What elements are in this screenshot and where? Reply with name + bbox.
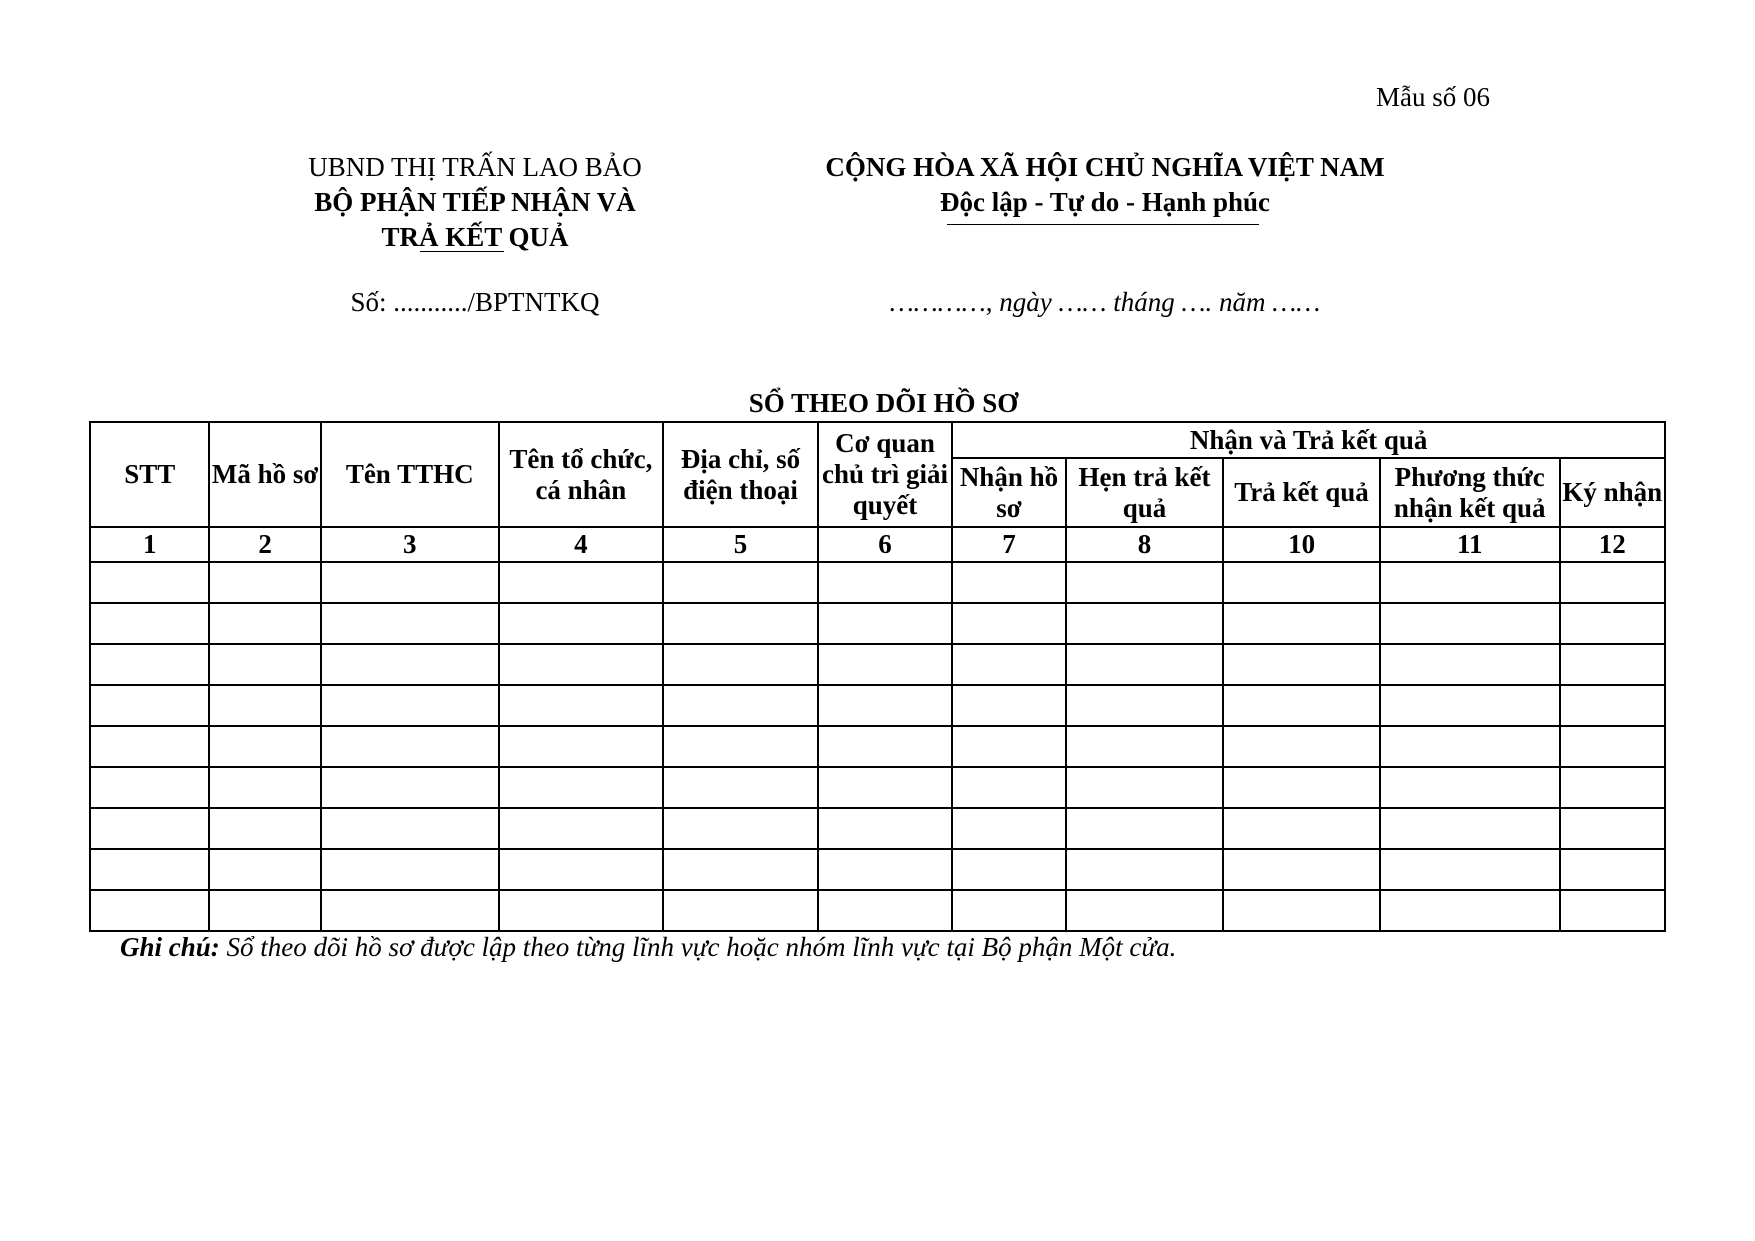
organization-name: UBND THỊ TRẤN LAO BẢO	[308, 152, 642, 182]
table-cell	[818, 890, 953, 931]
national-header	[760, 150, 1450, 220]
table-cell	[209, 603, 320, 644]
column-number: 8	[1066, 527, 1224, 562]
table-cell	[90, 849, 209, 890]
table-cell	[952, 644, 1065, 685]
header-ma-ho-so: Mã hồ sơ	[209, 422, 320, 527]
table-cell	[499, 562, 664, 603]
table-cell	[1223, 562, 1380, 603]
table-row	[90, 644, 1665, 685]
table-cell	[1560, 603, 1665, 644]
table-cell	[952, 603, 1065, 644]
column-number: 12	[1560, 527, 1665, 562]
table-cell	[90, 644, 209, 685]
table-cell	[1380, 644, 1560, 685]
department-name-line2: TRẢ KẾT QUẢ	[381, 222, 569, 252]
table-cell	[499, 808, 664, 849]
footnote	[120, 932, 1660, 963]
table-cell	[499, 644, 664, 685]
header-ky-nhan: Ký nhận	[1560, 458, 1665, 527]
nation-title: CỘNG HÒA XÃ HỘI CHỦ NGHĨA VIỆT NAM	[825, 152, 1385, 182]
table-cell	[663, 767, 818, 808]
table-cell	[90, 726, 209, 767]
table-cell	[818, 562, 953, 603]
header-dia-chi: Địa chỉ, số điện thoại	[663, 422, 818, 527]
table-cell	[321, 808, 499, 849]
table-cell	[663, 849, 818, 890]
table-cell	[952, 685, 1065, 726]
table-cell	[321, 603, 499, 644]
table-cell	[952, 849, 1065, 890]
table-cell	[952, 726, 1065, 767]
footnote-label: Ghi chú:	[120, 932, 220, 962]
table-cell	[663, 890, 818, 931]
table-cell	[663, 808, 818, 849]
table-cell	[499, 849, 664, 890]
table-cell	[90, 562, 209, 603]
table-cell	[1066, 890, 1224, 931]
header-phuong-thuc: Phương thức nhận kết quả	[1380, 458, 1560, 527]
table-cell	[321, 685, 499, 726]
table-cell	[1380, 603, 1560, 644]
table-cell	[1380, 562, 1560, 603]
table-cell	[1560, 849, 1665, 890]
column-number: 3	[321, 527, 499, 562]
table-title: SỔ THEO DÕI HỒ SƠ	[748, 388, 1019, 418]
form-number: Mẫu số 06	[1376, 82, 1490, 112]
column-number-row	[90, 527, 1665, 562]
table-row	[90, 685, 1665, 726]
table-row	[90, 603, 1665, 644]
department-name-line1: BỘ PHẬN TIẾP NHẬN VÀ	[314, 187, 636, 217]
table-cell	[90, 808, 209, 849]
table-cell	[321, 890, 499, 931]
table-cell	[209, 562, 320, 603]
table-cell	[209, 890, 320, 931]
table-cell	[321, 849, 499, 890]
organization-underline	[420, 251, 504, 252]
column-number: 10	[1223, 527, 1380, 562]
footnote-text: Sổ theo dõi hồ sơ được lập theo từng lĩnh vực hoặc nhóm lĩnh vực tại Bộ phận Một cửa.	[219, 932, 1177, 962]
table-cell	[1223, 603, 1380, 644]
table-cell	[209, 849, 320, 890]
header-row-1	[90, 422, 1665, 458]
table-cell	[818, 685, 953, 726]
table-cell	[1560, 562, 1665, 603]
column-number: 11	[1380, 527, 1560, 562]
table-row	[90, 808, 1665, 849]
register-table	[89, 421, 1666, 932]
table-cell	[818, 644, 953, 685]
table-cell	[499, 603, 664, 644]
table-row	[90, 562, 1665, 603]
table-cell	[952, 562, 1065, 603]
table-cell	[952, 767, 1065, 808]
column-number: 5	[663, 527, 818, 562]
table-cell	[499, 726, 664, 767]
table-cell	[499, 685, 664, 726]
table-row	[90, 726, 1665, 767]
table-cell	[1380, 890, 1560, 931]
header-stt: STT	[90, 422, 209, 527]
table-cell	[1223, 644, 1380, 685]
table-cell	[1223, 890, 1380, 931]
table-cell	[1223, 849, 1380, 890]
table-cell	[1560, 726, 1665, 767]
table-cell	[818, 808, 953, 849]
header-ten-to-chuc: Tên tổ chức, cá nhân	[499, 422, 664, 527]
table-cell	[1066, 603, 1224, 644]
table-cell	[1380, 849, 1560, 890]
table-cell	[1066, 562, 1224, 603]
table-cell	[663, 603, 818, 644]
table-cell	[1066, 726, 1224, 767]
document-date: …………, ngày …… tháng …. năm ……	[889, 287, 1321, 317]
table-cell	[1380, 685, 1560, 726]
header-nhan-ho-so: Nhận hồ sơ	[952, 458, 1065, 527]
table-cell	[1560, 767, 1665, 808]
table-cell	[1066, 685, 1224, 726]
header-group-nhan-tra: Nhận và Trả kết quả	[952, 422, 1665, 458]
table-cell	[209, 767, 320, 808]
table-cell	[1223, 685, 1380, 726]
table-cell	[1560, 808, 1665, 849]
table-cell	[952, 890, 1065, 931]
table-cell	[952, 808, 1065, 849]
table-cell	[1380, 726, 1560, 767]
column-number: 6	[818, 527, 953, 562]
table-cell	[1223, 726, 1380, 767]
table-row	[90, 890, 1665, 931]
table-cell	[209, 685, 320, 726]
table-cell	[321, 767, 499, 808]
table-cell	[90, 767, 209, 808]
header-co-quan: Cơ quan chủ trì giải quyết	[818, 422, 953, 527]
table-cell	[663, 685, 818, 726]
table-cell	[1223, 767, 1380, 808]
header-tra-ket-qua: Trả kết quả	[1223, 458, 1380, 527]
table-cell	[663, 726, 818, 767]
table-cell	[90, 603, 209, 644]
table-cell	[818, 726, 953, 767]
column-number: 1	[90, 527, 209, 562]
table-cell	[1380, 767, 1560, 808]
table-row	[90, 767, 1665, 808]
table-cell	[321, 644, 499, 685]
document-number: Số: .........../BPTNTKQ	[350, 287, 600, 317]
motto-underline	[947, 224, 1259, 225]
table-cell	[1380, 808, 1560, 849]
table-cell	[321, 726, 499, 767]
table-cell	[1560, 685, 1665, 726]
column-number: 7	[952, 527, 1065, 562]
table-cell	[818, 603, 953, 644]
table-cell	[321, 562, 499, 603]
table-cell	[499, 767, 664, 808]
table-cell	[209, 726, 320, 767]
table-cell	[818, 849, 953, 890]
header-hen-tra: Hẹn trả kết quả	[1066, 458, 1224, 527]
table-cell	[90, 890, 209, 931]
table-cell	[663, 562, 818, 603]
table-cell	[1223, 808, 1380, 849]
table-cell	[499, 890, 664, 931]
table-cell	[1066, 644, 1224, 685]
table-cell	[1560, 890, 1665, 931]
column-number: 2	[209, 527, 320, 562]
table-cell	[1066, 767, 1224, 808]
table-cell	[1066, 849, 1224, 890]
column-number: 4	[499, 527, 664, 562]
table-cell	[209, 644, 320, 685]
nation-motto: Độc lập - Tự do - Hạnh phúc	[939, 187, 1271, 217]
header-ten-tthc: Tên TTHC	[321, 422, 499, 527]
table-row	[90, 849, 1665, 890]
table-cell	[1066, 808, 1224, 849]
table-cell	[1560, 644, 1665, 685]
table-cell	[90, 685, 209, 726]
table-cell	[663, 644, 818, 685]
table-cell	[209, 808, 320, 849]
organization-header	[230, 150, 720, 255]
table-cell	[818, 767, 953, 808]
